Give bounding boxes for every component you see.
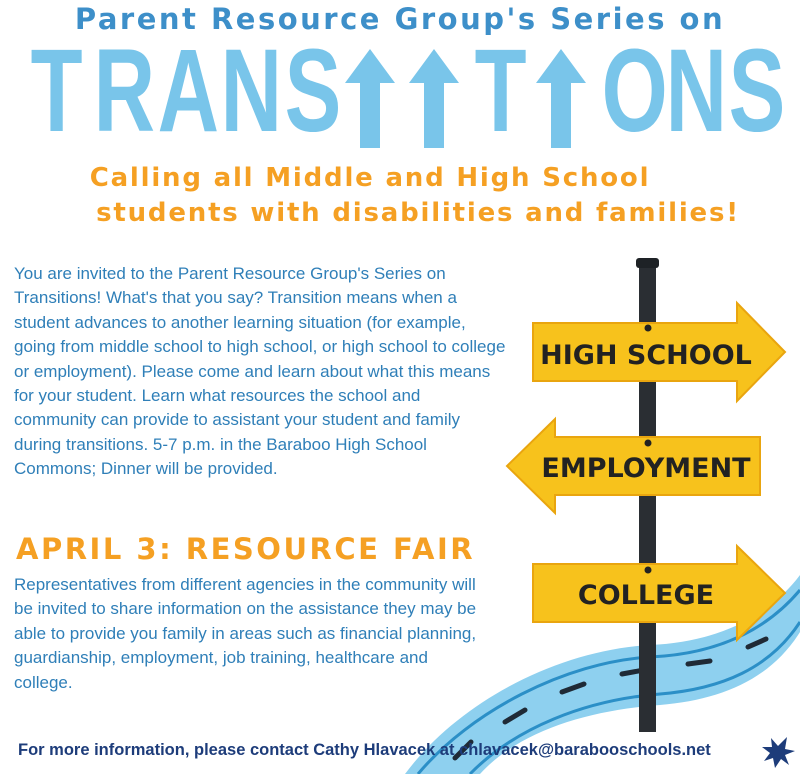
title-letter: A xyxy=(157,25,219,157)
title-letter: N xyxy=(221,25,283,157)
contact-footer: For more information, please contact Cathy Hlavacek at chlavacek@barabooschools.net xyxy=(18,741,711,759)
title-letter: S xyxy=(284,25,342,157)
up-arrow-icon xyxy=(339,45,401,150)
employment-sign-label: EMPLOYMENT xyxy=(541,453,751,484)
high-school-sign-label: HIGH SCHOOL xyxy=(540,340,752,371)
thunderbird-logo-icon xyxy=(762,737,795,768)
up-arrow-icon xyxy=(403,45,465,150)
up-arrow-icon xyxy=(530,45,592,150)
transitions-title xyxy=(22,25,786,157)
high-school-sign xyxy=(533,303,785,401)
intro-paragraph: You are invited to the Parent Resource Group's Series on Transitions! What's that you say? Transition means when a student advances to another learning situation (for example, going from middle school to high school, or high school to college or employment). Please come and learn about what this means for your student. Learn what resources the school and community can provide to assistant your student and family during transitions. 5-7 p.m. in the Baraboo High School Commons; Dinner will be provided. xyxy=(14,264,506,479)
title-letter: R xyxy=(94,25,156,157)
title-letter: S xyxy=(728,25,786,157)
title-letter: N xyxy=(665,25,727,157)
title-letter: T xyxy=(30,25,83,157)
series-heading: Parent Resource Group's Series on xyxy=(74,2,726,36)
resource-fair-description: Representatives from different agencies in the community will be invited to share information on the assistance they may be able to provide you family in areas such as financial planning, guardianship, employment, job training, healthcare and college. xyxy=(14,575,477,692)
college-sign xyxy=(533,546,785,640)
calling-line-2: students with disabilities and families! xyxy=(96,198,740,228)
title-letter: O xyxy=(601,25,668,157)
resource-fair-heading: APRIL 3: RESOURCE FAIR xyxy=(16,532,476,566)
calling-line-1: Calling all Middle and High School xyxy=(89,163,651,193)
employment-sign xyxy=(507,419,760,513)
college-sign-label: COLLEGE xyxy=(577,580,715,611)
title-letter: T xyxy=(474,25,527,157)
